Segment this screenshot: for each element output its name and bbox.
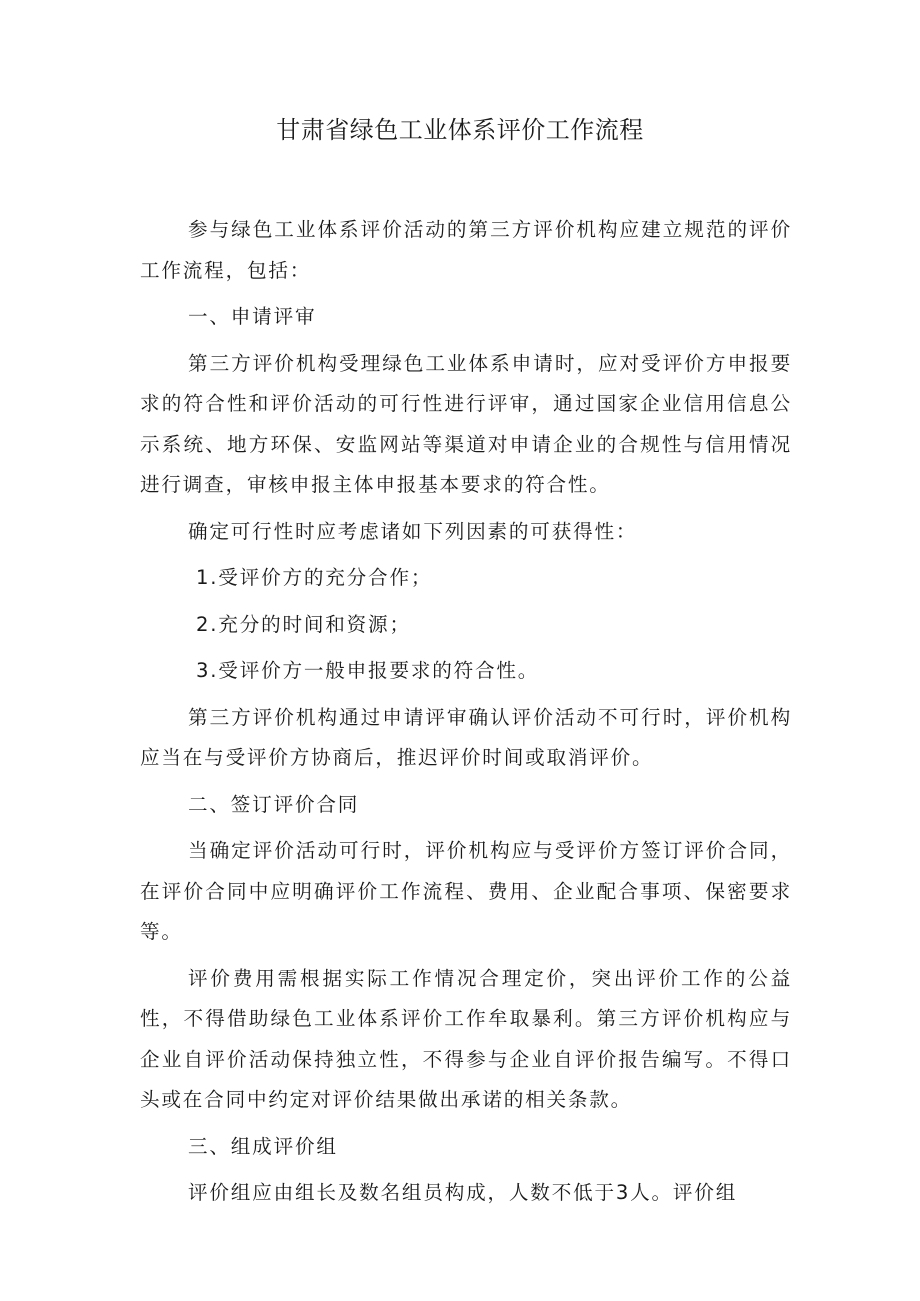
paragraph-not-feasible: 第三方评价机构通过申请评审确认评价活动不可行时，评价机构应当在与受评价方协商后，推迟评价时间或取消评价。	[140, 705, 792, 769]
section-heading-form-team: 三、组成评价组	[188, 1134, 338, 1158]
section-heading-application-review: 一、申请评审	[188, 305, 317, 328]
paragraph-contract: 当确定评价活动可行时，评价机构应与受评价方签订评价合同，在评价合同中应明确评价工作流程、费用、企业配合事项、保密要求等。	[140, 839, 792, 943]
document-body	[140, 210, 792, 1220]
list-item-1: 1.受评价方的充分合作；	[196, 566, 433, 589]
paragraph-application-review: 第三方评价机构受理绿色工业体系申请时，应对受评价方申报要求的符合性和评价活动的可行性进行评审，通过国家企业信用信息公示系统、地方环保、安监网站等渠道对申请企业的合规性与信用情况进行调查，审核申报主体申报基本要求的符合性。	[140, 351, 792, 496]
document-title: 甘肃省绿色工业体系评价工作流程	[276, 116, 644, 144]
intro-paragraph: 参与绿色工业体系评价活动的第三方评价机构应建立规范的评价工作流程，包括：	[140, 218, 792, 282]
list-item-2: 2.充分的时间和资源；	[196, 612, 411, 636]
paragraph-feasibility-factors: 确定可行性时应考虑诸如下列因素的可获得性：	[188, 519, 638, 543]
paragraph-fees: 评价费用需根据实际工作情况合理定价，突出评价工作的公益性，不得借助绿色工业体系评价工作牟取暴利。第三方评价机构应与企业自评价活动保持独立性，不得参与企业自评价报告编写。不得口头或在合同中约定对评价结果做出承诺的相关条款。	[140, 966, 792, 1111]
list-item-3: 3.受评价方一般申报要求的符合性。	[196, 659, 540, 682]
section-heading-sign-contract: 二、签订评价合同	[188, 792, 360, 816]
paragraph-team: 评价组应由组长及数名组员构成，人数不低于3人。评价组	[188, 1181, 738, 1204]
